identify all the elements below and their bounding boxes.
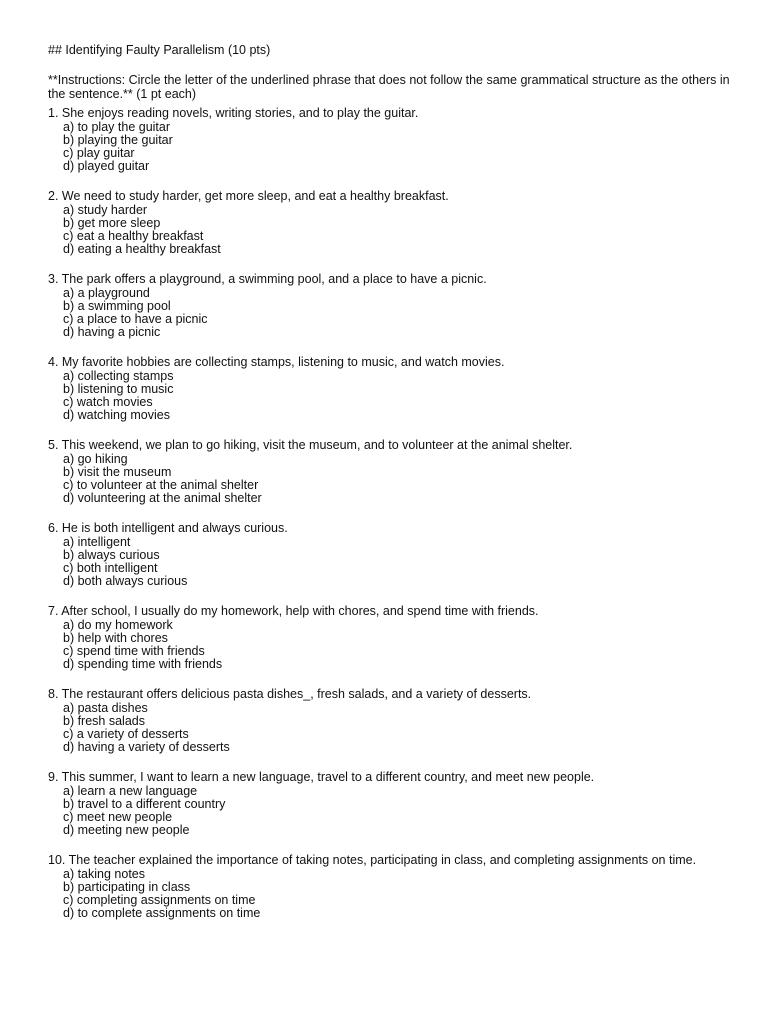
question-7	[48, 605, 738, 671]
answer-option-d: d) having a variety of desserts	[63, 740, 230, 754]
question-9	[48, 771, 738, 837]
answer-options	[48, 121, 738, 173]
answer-options	[48, 619, 738, 671]
answer-options	[48, 370, 738, 422]
answer-option-b: b) fresh salads	[63, 714, 145, 728]
question-text: 4. My favorite hobbies are collecting stamps, listening to music, and watch movies.	[48, 355, 505, 369]
answer-option-b: b) always curious	[63, 548, 160, 562]
answer-option-a: a) intelligent	[63, 535, 131, 549]
answer-option-a: a) pasta dishes	[63, 701, 148, 715]
answer-option-b: b) a swimming pool	[63, 299, 171, 313]
answer-option-c: c) both intelligent	[63, 561, 158, 575]
answer-option-c: c) completing assignments on time	[63, 893, 256, 907]
answer-options	[48, 536, 738, 588]
question-1	[48, 107, 738, 173]
instructions-text: **Instructions: Circle the letter of the underlined phrase that does not follow the same grammatical structure as the others in the sentence.** (1 pt each)	[48, 73, 730, 101]
worksheet-title: ## Identifying Faulty Parallelism (10 pts)	[48, 43, 271, 57]
answer-option-d: d) both always curious	[63, 574, 188, 588]
answer-option-a: a) go hiking	[63, 452, 128, 466]
answer-option-a: a) collecting stamps	[63, 369, 174, 383]
question-text: 5. This weekend, we plan to go hiking, visit the museum, and to volunteer at the animal shelter.	[48, 438, 573, 452]
answer-option-b: b) get more sleep	[63, 216, 161, 230]
answer-option-c: c) a place to have a picnic	[63, 312, 208, 326]
question-text: 7. After school, I usually do my homework, help with chores, and spend time with friends.	[48, 604, 539, 618]
answer-option-a: a) taking notes	[63, 867, 145, 881]
answer-options	[48, 702, 738, 754]
question-text: 1. She enjoys reading novels, writing stories, and to play the guitar.	[48, 106, 419, 120]
question-5	[48, 439, 738, 505]
answer-option-a: a) to play the guitar	[63, 120, 171, 134]
question-6	[48, 522, 738, 588]
answer-option-a: a) do my homework	[63, 618, 173, 632]
answer-option-d: d) played guitar	[63, 159, 150, 173]
answer-option-b: b) listening to music	[63, 382, 174, 396]
answer-option-c: c) spend time with friends	[63, 644, 205, 658]
answer-option-b: b) help with chores	[63, 631, 168, 645]
answer-option-c: c) watch movies	[63, 395, 153, 409]
question-text: 6. He is both intelligent and always curious.	[48, 521, 288, 535]
question-2	[48, 190, 738, 256]
answer-option-a: a) study harder	[63, 203, 148, 217]
answer-option-c: c) play guitar	[63, 146, 135, 160]
question-text: 2. We need to study harder, get more sleep, and eat a healthy breakfast.	[48, 189, 449, 203]
answer-option-d: d) eating a healthy breakfast	[63, 242, 221, 256]
answer-option-b: b) travel to a different country	[63, 797, 226, 811]
question-text: 9. This summer, I want to learn a new language, travel to a different country, and meet new people.	[48, 770, 595, 784]
question-list	[48, 107, 738, 920]
answer-option-c: c) eat a healthy breakfast	[63, 229, 204, 243]
answer-options	[48, 868, 738, 920]
answer-option-b: b) participating in class	[63, 880, 191, 894]
answer-options	[48, 204, 738, 256]
answer-option-b: b) visit the museum	[63, 465, 172, 479]
answer-options	[48, 785, 738, 837]
answer-option-d: d) spending time with friends	[63, 657, 223, 671]
question-3	[48, 273, 738, 339]
question-text: 3. The park offers a playground, a swimming pool, and a place to have a picnic.	[48, 272, 487, 286]
answer-option-d: d) meeting new people	[63, 823, 190, 837]
worksheet-page	[48, 44, 738, 937]
answer-option-c: c) to volunteer at the animal shelter	[63, 478, 259, 492]
answer-option-a: a) a playground	[63, 286, 150, 300]
answer-option-c: c) a variety of desserts	[63, 727, 189, 741]
answer-option-d: d) having a picnic	[63, 325, 161, 339]
answer-option-a: a) learn a new language	[63, 784, 198, 798]
answer-option-d: d) watching movies	[63, 408, 170, 422]
question-8	[48, 688, 738, 754]
answer-options	[48, 453, 738, 505]
answer-option-c: c) meet new people	[63, 810, 173, 824]
question-text: 10. The teacher explained the importance of taking notes, participating in class, and completing assignments on time.	[48, 853, 697, 867]
answer-option-b: b) playing the guitar	[63, 133, 173, 147]
answer-option-d: d) volunteering at the animal shelter	[63, 491, 262, 505]
answer-option-d: d) to complete assignments on time	[63, 906, 261, 920]
question-10	[48, 854, 738, 920]
answer-options	[48, 287, 738, 339]
question-text: 8. The restaurant offers delicious pasta dishes_, fresh salads, and a variety of desserts.	[48, 687, 532, 701]
question-4	[48, 356, 738, 422]
